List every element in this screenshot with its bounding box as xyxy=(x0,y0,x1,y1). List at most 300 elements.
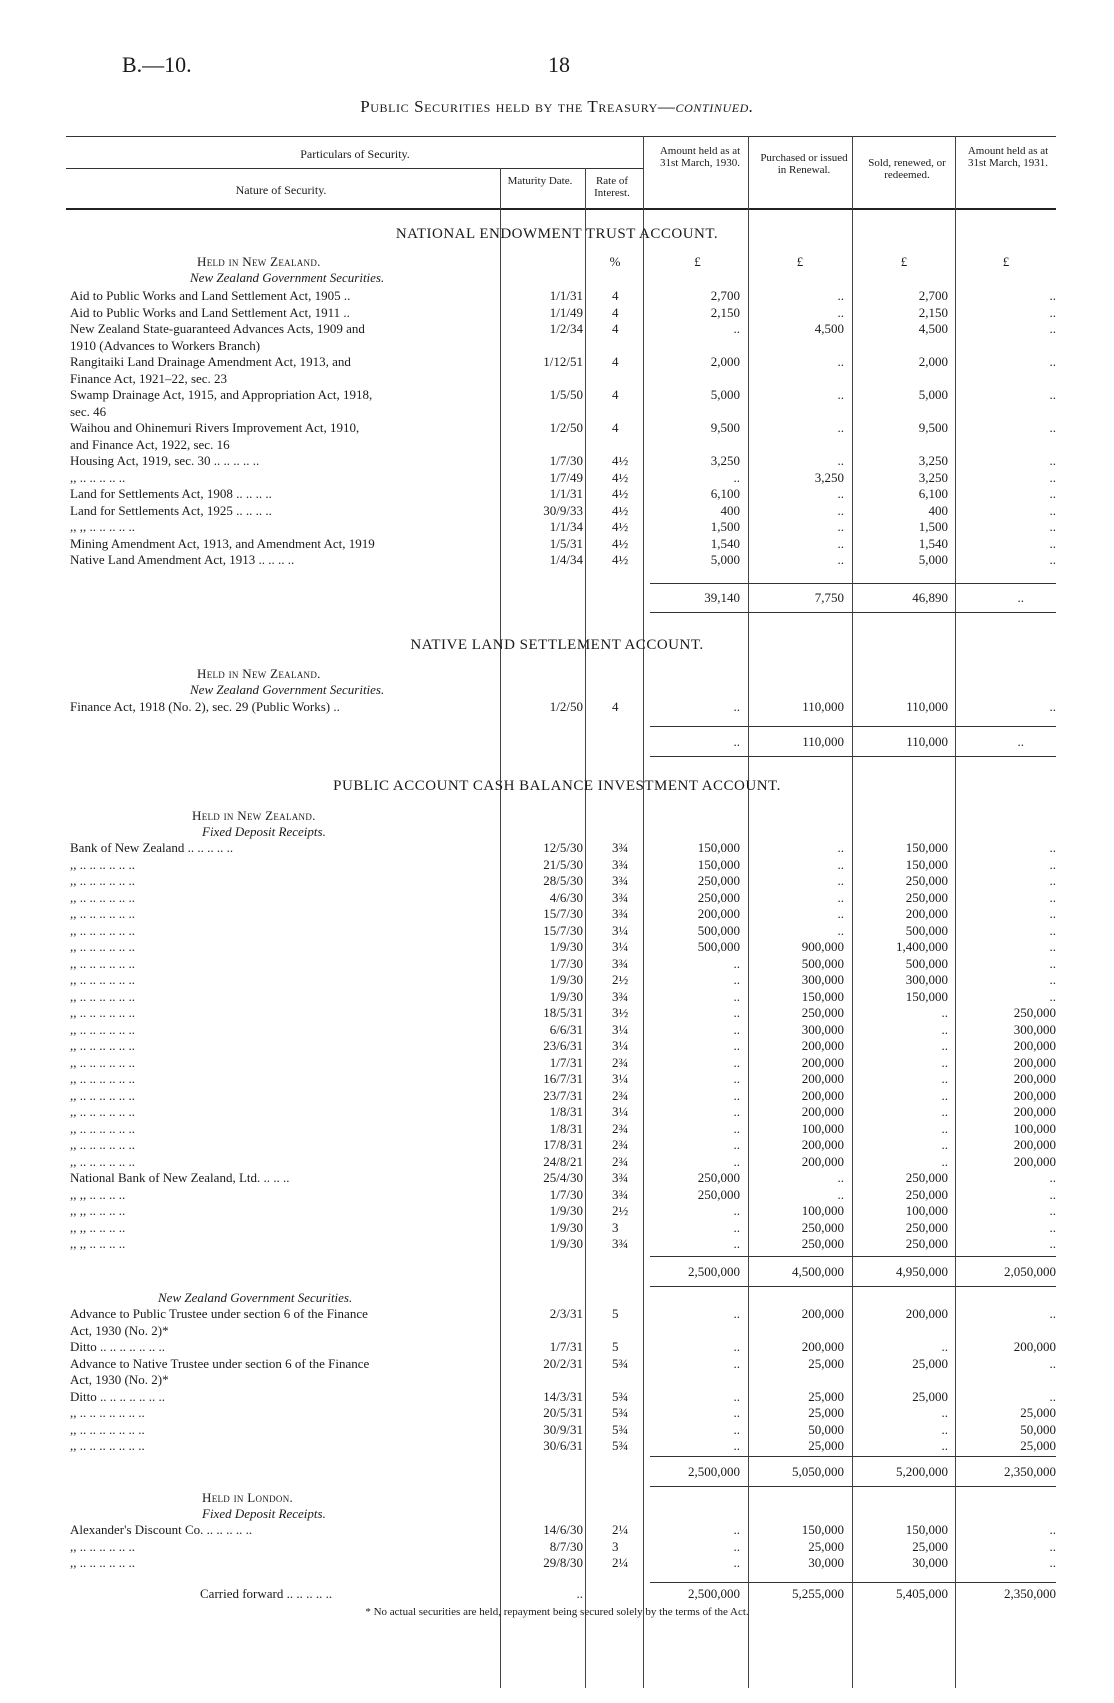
carried-held-1931: 2,350,000 xyxy=(1004,1586,1056,1601)
purchased-amount: .. xyxy=(837,889,844,905)
amount-held-1931: 50,000 xyxy=(1020,1421,1056,1437)
security-name: Waihou and Ohinemuri Rivers Improvement Act, 1910, xyxy=(70,420,360,435)
maturity-date: 2/3/31 xyxy=(549,1306,583,1321)
header-sold: Sold, renewed, or redeemed. xyxy=(868,157,946,181)
security-name: Native Land Amendment Act, 1913 .. .. .. .. xyxy=(70,552,295,567)
table-row xyxy=(0,857,1114,873)
sold-amount: 6,100 xyxy=(918,486,948,501)
interest-rate: 2½ xyxy=(612,972,629,987)
section-national-endowment-title: NATIONAL ENDOWMENT TRUST ACCOUNT. xyxy=(395,226,719,242)
sold-amount: .. xyxy=(941,1120,948,1136)
sold-amount: 100,000 xyxy=(905,1203,948,1218)
carried-rule xyxy=(650,1582,1056,1583)
page-ref: B.—10. xyxy=(122,52,192,77)
purchased-amount: 200,000 xyxy=(801,1038,844,1053)
sold-amount: 150,000 xyxy=(905,856,948,872)
security-name: ,, .. .. .. .. .. .. xyxy=(70,1021,135,1037)
carried-forward-row xyxy=(0,1586,1114,1602)
maturity-date: 1/7/31 xyxy=(549,1054,583,1070)
security-name: ,, ,, .. .. .. .. .. xyxy=(70,519,135,534)
maturity-date: 1/5/31 xyxy=(549,535,583,551)
purchased-amount: .. xyxy=(837,922,844,938)
interest-rate: 4½ xyxy=(612,519,629,534)
sold-amount: 1,400,000 xyxy=(896,939,948,954)
title-text: Public Securities held by the Treasury— xyxy=(360,97,676,116)
maturity-date: 1/9/30 xyxy=(549,1203,583,1218)
maturity-date: 1/5/50 xyxy=(549,387,583,402)
purchased-amount: 200,000 xyxy=(801,1339,844,1354)
amount-held-1931: .. xyxy=(1049,519,1056,534)
security-name: ,, .. .. .. .. .. .. .. xyxy=(70,1405,145,1420)
s3-total1-rule-bottom xyxy=(650,1286,1056,1287)
security-name: ,, .. .. .. .. .. .. xyxy=(70,873,135,888)
security-name: ,, .. .. .. .. .. .. xyxy=(70,1104,135,1119)
security-name: ,, .. .. .. .. .. xyxy=(70,469,126,485)
sold-amount: 25,000 xyxy=(912,1355,948,1371)
security-name: Aid to Public Works and Land Settlement Act, 1911 .. xyxy=(70,304,350,320)
maturity-date: 1/8/31 xyxy=(549,1104,583,1119)
sold-amount: .. xyxy=(941,1438,948,1453)
table-row xyxy=(0,420,1114,436)
purchased-amount: 150,000 xyxy=(801,988,844,1004)
maturity-date: 14/6/30 xyxy=(543,1522,583,1537)
table-row xyxy=(0,404,1114,420)
security-name: Act, 1930 (No. 2)* xyxy=(70,1372,169,1387)
interest-rate: 3¼ xyxy=(612,1038,629,1053)
table-row xyxy=(0,354,1114,370)
interest-rate: 3¼ xyxy=(612,1071,629,1086)
amount-held-1931: .. xyxy=(1049,486,1056,501)
s3-total1-held-1930: 2,500,000 xyxy=(688,1264,740,1279)
table-row xyxy=(0,923,1114,939)
header-maturity: Maturity Date. xyxy=(507,175,573,187)
interest-rate: 4½ xyxy=(612,502,629,518)
amount-held-1930: .. xyxy=(733,1236,740,1251)
s1-sub-heading: New Zealand Government Securities. xyxy=(190,270,385,285)
carried-purchased: 5,255,000 xyxy=(792,1586,844,1601)
purchased-amount: 300,000 xyxy=(801,972,844,987)
table-row xyxy=(0,939,1114,955)
amount-held-1931: .. xyxy=(1049,1538,1056,1554)
table-row xyxy=(0,1137,1114,1153)
interest-rate: 3¾ xyxy=(612,1236,629,1251)
security-name: Housing Act, 1919, sec. 30 .. .. .. .. .. xyxy=(70,453,260,468)
interest-rate: 2¼ xyxy=(612,1555,629,1570)
sold-amount: 150,000 xyxy=(905,988,948,1004)
table-row xyxy=(0,1339,1114,1355)
maturity-date: 1/7/30 xyxy=(549,1186,583,1202)
security-name: Advance to Public Trustee under section 6 of the Finance xyxy=(70,1306,368,1321)
security-name: sec. 46 xyxy=(70,403,107,419)
sold-amount: .. xyxy=(941,1054,948,1070)
amount-held-1930: 9,500 xyxy=(710,420,740,435)
amount-held-1931: .. xyxy=(1049,387,1056,402)
interest-rate: 5 xyxy=(612,1306,619,1321)
sold-amount: 300,000 xyxy=(905,972,948,987)
amount-held-1931: .. xyxy=(1049,1306,1056,1321)
sold-amount: 500,000 xyxy=(905,955,948,971)
unit-pound: £ xyxy=(1002,254,1010,269)
s3-total1-purchased: 4,500,000 xyxy=(792,1264,844,1279)
amount-held-1931: .. xyxy=(1049,1203,1056,1218)
interest-rate: 4 xyxy=(612,699,619,714)
sold-amount: 2,000 xyxy=(918,354,948,369)
header-rate: Rate of Interest. xyxy=(594,175,630,199)
footnote: * No actual securities are held, repayment being secured solely by the terms of the Act. xyxy=(365,1606,749,1618)
amount-held-1931: .. xyxy=(1049,955,1056,971)
purchased-amount: 250,000 xyxy=(801,1005,844,1020)
purchased-amount: 900,000 xyxy=(801,939,844,954)
amount-held-1931: .. xyxy=(1049,699,1056,714)
sold-amount: 110,000 xyxy=(906,699,948,714)
purchased-amount: .. xyxy=(837,486,844,501)
sold-amount: 9,500 xyxy=(918,420,948,435)
interest-rate: 4 xyxy=(612,288,619,303)
maturity-date: 25/4/30 xyxy=(543,1170,583,1185)
security-name: ,, .. .. .. .. .. .. xyxy=(70,1120,135,1136)
purchased-amount: .. xyxy=(837,387,844,402)
table-row xyxy=(0,1121,1114,1137)
purchased-amount: 25,000 xyxy=(808,1438,844,1453)
amount-held-1931: .. xyxy=(1049,1186,1056,1202)
s3-total2-held-1930: 2,500,000 xyxy=(688,1464,740,1479)
interest-rate: 3¾ xyxy=(612,988,629,1004)
purchased-amount: .. xyxy=(837,873,844,888)
purchased-amount: 25,000 xyxy=(808,1538,844,1554)
maturity-date: 1/9/30 xyxy=(549,1219,583,1235)
amount-held-1931: .. xyxy=(1049,1170,1056,1185)
purchased-amount: 25,000 xyxy=(808,1405,844,1420)
interest-rate: 5 xyxy=(612,1339,619,1354)
amount-held-1931: 25,000 xyxy=(1020,1405,1056,1420)
security-name: ,, .. .. .. .. .. .. xyxy=(70,856,135,872)
amount-held-1930: .. xyxy=(733,1005,740,1020)
security-name: Land for Settlements Act, 1925 .. .. .. .. xyxy=(70,502,272,518)
s1-total-sold: 46,890 xyxy=(912,590,948,605)
security-name: National Bank of New Zealand, Ltd. .. .. .. xyxy=(70,1170,290,1185)
amount-held-1931: .. xyxy=(1049,856,1056,872)
table-row xyxy=(0,371,1114,387)
table-row xyxy=(0,1038,1114,1054)
maturity-date: 1/1/31 xyxy=(549,486,583,501)
s3-total1-held-1931: 2,050,000 xyxy=(1004,1264,1056,1279)
sold-amount: 250,000 xyxy=(905,873,948,888)
table-row xyxy=(0,1356,1114,1372)
maturity-date: 1/1/31 xyxy=(549,288,583,303)
amount-held-1930: 200,000 xyxy=(697,906,740,921)
sold-amount: 250,000 xyxy=(905,889,948,905)
security-name: Rangitaiki Land Drainage Amendment Act, 1913, and xyxy=(70,354,351,369)
amount-held-1930: .. xyxy=(733,1038,740,1053)
s1-total-held-1930: 39,140 xyxy=(704,590,740,605)
purchased-amount: .. xyxy=(837,1170,844,1185)
security-name: ,, .. .. .. .. .. .. xyxy=(70,1555,135,1570)
purchased-amount: .. xyxy=(837,502,844,518)
table-row xyxy=(0,840,1114,856)
maturity-date: 1/12/51 xyxy=(543,354,583,369)
s2-total-rule xyxy=(650,726,1056,727)
maturity-date: 15/7/30 xyxy=(543,922,583,938)
amount-held-1930: 400 xyxy=(720,502,740,518)
maturity-date: 28/5/30 xyxy=(543,873,583,888)
security-name: Land for Settlements Act, 1908 .. .. .. .. xyxy=(70,486,272,501)
amount-held-1930: .. xyxy=(733,1522,740,1537)
sold-amount: 150,000 xyxy=(905,840,948,855)
table-row xyxy=(0,1389,1114,1405)
carried-held-1930: 2,500,000 xyxy=(688,1586,740,1601)
table-row xyxy=(0,1555,1114,1571)
amount-held-1930: .. xyxy=(733,1355,740,1371)
amount-held-1931: 200,000 xyxy=(1013,1104,1056,1119)
security-name: ,, .. .. .. .. .. .. .. xyxy=(70,1438,145,1453)
sold-amount: 3,250 xyxy=(918,469,948,485)
amount-held-1930: 250,000 xyxy=(697,1170,740,1185)
maturity-date: 12/5/30 xyxy=(543,840,583,855)
table-row xyxy=(0,1005,1114,1021)
header-bottom-rule xyxy=(66,208,1056,210)
title-continued: continued. xyxy=(675,97,754,116)
security-name: Ditto .. .. .. .. .. .. .. xyxy=(70,1388,165,1404)
interest-rate: 3¾ xyxy=(612,856,629,872)
security-name: ,, .. .. .. .. .. .. xyxy=(70,1538,135,1554)
s3-sub-heading-3: Fixed Deposit Receipts. xyxy=(202,1506,326,1521)
maturity-date: 30/9/33 xyxy=(543,502,583,518)
maturity-date: 24/8/21 xyxy=(543,1153,583,1169)
amount-held-1930: .. xyxy=(733,1339,740,1354)
security-name: ,, .. .. .. .. .. .. xyxy=(70,1038,135,1053)
table-row xyxy=(0,1022,1114,1038)
purchased-amount: .. xyxy=(837,840,844,855)
table-row xyxy=(0,1405,1114,1421)
table-row xyxy=(0,989,1114,1005)
amount-held-1930: 500,000 xyxy=(697,939,740,954)
header-nature: Nature of Security. xyxy=(235,183,327,197)
security-name: ,, .. .. .. .. .. .. xyxy=(70,1153,135,1169)
purchased-amount: 200,000 xyxy=(801,1104,844,1119)
table-row xyxy=(0,873,1114,889)
amount-held-1931: .. xyxy=(1049,288,1056,303)
purchased-amount: 200,000 xyxy=(801,1054,844,1070)
s3-held-in: Held in New Zealand. xyxy=(192,808,316,823)
table-row xyxy=(0,956,1114,972)
maturity-date: 17/8/31 xyxy=(543,1137,583,1152)
security-name: ,, .. .. .. .. .. .. xyxy=(70,988,135,1004)
amount-held-1931: .. xyxy=(1049,1522,1056,1537)
page-number: 18 xyxy=(548,52,570,77)
amount-held-1930: 2,000 xyxy=(710,354,740,369)
table-row xyxy=(0,519,1114,535)
table-row xyxy=(0,906,1114,922)
security-name: ,, .. .. .. .. .. .. xyxy=(70,1005,135,1020)
carried-maturity: .. xyxy=(576,1586,583,1601)
table-row xyxy=(0,1055,1114,1071)
unit-pound: £ xyxy=(900,254,908,269)
security-name: 1910 (Advances to Workers Branch) xyxy=(70,337,261,353)
amount-held-1930: .. xyxy=(733,1306,740,1321)
security-name: ,, ,, .. .. .. .. xyxy=(70,1219,126,1235)
maturity-date: 1/4/34 xyxy=(549,552,583,567)
s3-total1-rule xyxy=(650,1256,1056,1257)
purchased-amount: 110,000 xyxy=(802,699,844,714)
table-row xyxy=(0,1088,1114,1104)
amount-held-1931: .. xyxy=(1049,552,1056,567)
interest-rate: 4 xyxy=(612,321,619,336)
sold-amount: 500,000 xyxy=(905,922,948,938)
amount-held-1931: .. xyxy=(1049,1555,1056,1570)
table-row xyxy=(0,288,1114,304)
header-purchased: Purchased or issued in Renewal. xyxy=(760,152,848,176)
maturity-date: 15/7/30 xyxy=(543,906,583,921)
amount-held-1931: 300,000 xyxy=(1013,1021,1056,1037)
interest-rate: 3¾ xyxy=(612,955,629,971)
sold-amount: 25,000 xyxy=(912,1538,948,1554)
purchased-amount: .. xyxy=(837,420,844,435)
purchased-amount: .. xyxy=(837,906,844,921)
table-row xyxy=(0,387,1114,403)
security-name: Mining Amendment Act, 1913, and Amendment Act, 1919 xyxy=(70,535,375,551)
amount-held-1930: .. xyxy=(733,1021,740,1037)
amount-held-1931: .. xyxy=(1049,1219,1056,1235)
table-row xyxy=(0,1170,1114,1186)
amount-held-1930: .. xyxy=(733,1104,740,1119)
s3-total2-sold: 5,200,000 xyxy=(896,1464,948,1479)
s1-total-held-1931: .. xyxy=(1017,590,1024,605)
s3-total2-purchased: 5,050,000 xyxy=(792,1464,844,1479)
sold-amount: 1,500 xyxy=(918,519,948,534)
s3-total2-rule-bottom xyxy=(650,1486,1056,1487)
s3-held-in-london: Held in London. xyxy=(202,1490,294,1505)
interest-rate: 4½ xyxy=(612,486,629,501)
security-name: New Zealand State-guaranteed Advances Acts, 1909 and xyxy=(70,321,365,336)
s2-total-rule-bottom xyxy=(650,756,1056,757)
amount-held-1930: .. xyxy=(733,1203,740,1218)
table-row xyxy=(0,486,1114,502)
sold-amount: .. xyxy=(941,1087,948,1103)
maturity-date: 1/7/31 xyxy=(549,1339,583,1354)
sold-amount: .. xyxy=(941,1005,948,1020)
table-row xyxy=(0,338,1114,354)
purchased-amount: .. xyxy=(837,1186,844,1202)
security-name: ,, .. .. .. .. .. .. xyxy=(70,889,135,905)
interest-rate: 3¾ xyxy=(612,1186,629,1202)
table-row xyxy=(0,1372,1114,1388)
sold-amount: 200,000 xyxy=(905,906,948,921)
table-row xyxy=(0,1203,1114,1219)
table-row xyxy=(0,972,1114,988)
table-row xyxy=(0,503,1114,519)
interest-rate: 3¾ xyxy=(612,840,629,855)
maturity-date: 29/8/30 xyxy=(543,1555,583,1570)
unit-percent: % xyxy=(609,254,621,269)
table-row xyxy=(0,1323,1114,1339)
sold-amount: 1,540 xyxy=(918,535,948,551)
maturity-date: 21/5/30 xyxy=(543,856,583,872)
maturity-date: 30/9/31 xyxy=(543,1421,583,1437)
maturity-date: 18/5/31 xyxy=(543,1005,583,1020)
amount-held-1930: .. xyxy=(733,988,740,1004)
security-name: ,, .. .. .. .. .. .. xyxy=(70,1054,135,1070)
unit-pound: £ xyxy=(796,254,804,269)
interest-rate: 3 xyxy=(612,1219,619,1235)
maturity-date: 1/8/31 xyxy=(549,1120,583,1136)
interest-rate: 3¾ xyxy=(612,889,629,905)
table-row xyxy=(0,470,1114,486)
interest-rate: 4½ xyxy=(612,552,629,567)
amount-held-1930: 150,000 xyxy=(697,856,740,872)
amount-held-1930: 5,000 xyxy=(710,552,740,567)
sold-amount: 250,000 xyxy=(905,1186,948,1202)
amount-held-1931: 200,000 xyxy=(1013,1153,1056,1169)
interest-rate: 3¼ xyxy=(612,1021,629,1037)
sold-amount: 30,000 xyxy=(912,1555,948,1570)
interest-rate: 5¾ xyxy=(612,1438,629,1453)
purchased-amount: 300,000 xyxy=(801,1021,844,1037)
s1-total-purchased: 7,750 xyxy=(814,590,844,605)
s3-sub-heading: Fixed Deposit Receipts. xyxy=(202,824,326,839)
interest-rate: 4 xyxy=(612,354,619,369)
interest-rate: 4½ xyxy=(612,535,629,551)
purchased-amount: 25,000 xyxy=(808,1355,844,1371)
amount-held-1931: 25,000 xyxy=(1020,1438,1056,1453)
amount-held-1930: 250,000 xyxy=(697,873,740,888)
maturity-date: 1/7/30 xyxy=(549,453,583,468)
security-name: Ditto .. .. .. .. .. .. .. xyxy=(70,1339,165,1354)
amount-held-1931: .. xyxy=(1049,1388,1056,1404)
interest-rate: 2¾ xyxy=(612,1153,629,1169)
amount-held-1930: .. xyxy=(733,1120,740,1136)
carried-sold: 5,405,000 xyxy=(896,1586,948,1601)
sold-amount: 5,000 xyxy=(918,387,948,402)
sold-amount: .. xyxy=(941,1021,948,1037)
sold-amount: 5,000 xyxy=(918,552,948,567)
security-name: ,, .. .. .. .. .. .. xyxy=(70,1087,135,1103)
sold-amount: 400 xyxy=(928,502,948,518)
security-name: Bank of New Zealand .. .. .. .. .. xyxy=(70,840,234,855)
interest-rate: 3¼ xyxy=(612,922,629,938)
s1-total-rule-bottom xyxy=(650,612,1056,613)
sold-amount: 2,150 xyxy=(918,304,948,320)
purchased-amount: .. xyxy=(837,288,844,303)
purchased-amount: 4,500 xyxy=(814,321,844,336)
interest-rate: 3¾ xyxy=(612,1170,629,1185)
table-row xyxy=(0,1154,1114,1170)
amount-held-1930: .. xyxy=(733,1421,740,1437)
purchased-amount: 150,000 xyxy=(801,1522,844,1537)
particulars-rule xyxy=(66,168,644,169)
interest-rate: 4 xyxy=(612,304,619,320)
security-name: ,, .. .. .. .. .. .. xyxy=(70,955,135,971)
s3-total1-sold: 4,950,000 xyxy=(896,1264,948,1279)
amount-held-1930: .. xyxy=(733,1137,740,1152)
sold-amount: .. xyxy=(941,1071,948,1086)
interest-rate: 5¾ xyxy=(612,1405,629,1420)
interest-rate: 4½ xyxy=(612,453,629,468)
security-name: ,, ,, .. .. .. .. xyxy=(70,1203,126,1218)
table-row xyxy=(0,305,1114,321)
purchased-amount: 200,000 xyxy=(801,1306,844,1321)
amount-held-1931: 250,000 xyxy=(1013,1005,1056,1020)
maturity-date: 1/1/34 xyxy=(549,519,583,534)
table-row xyxy=(0,1220,1114,1236)
s2-total-held-1931: .. xyxy=(1017,734,1024,749)
table-row xyxy=(0,1438,1114,1454)
sold-amount: 250,000 xyxy=(905,1236,948,1251)
sold-amount: .. xyxy=(941,1421,948,1437)
s2-sub-heading: New Zealand Government Securities. xyxy=(190,682,385,697)
header-top-rule xyxy=(66,136,1056,137)
purchased-amount: 200,000 xyxy=(801,1137,844,1152)
interest-rate: 3 xyxy=(612,1538,619,1554)
